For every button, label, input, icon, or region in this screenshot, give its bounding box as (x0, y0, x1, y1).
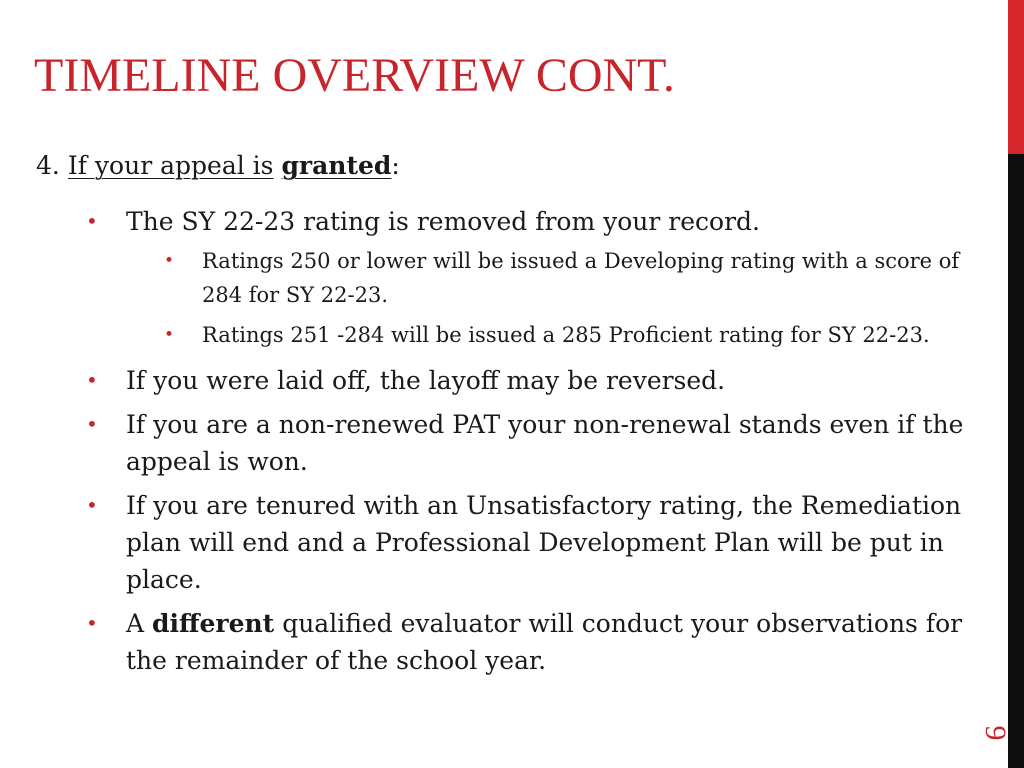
sub-bullet-item: • Ratings 250 or lower will be issued a Developing rating with a score of 284 for SY 22-23. (164, 244, 966, 312)
bullet-item (86, 203, 966, 352)
page-number: 9 (979, 725, 1012, 741)
bullet-list (86, 203, 966, 686)
sidebar-accent-red (1008, 0, 1024, 154)
point-number: 4. (36, 151, 60, 180)
bullet-suffix: qualified evaluator will conduct your observations for the remainder of the school year. (126, 609, 963, 675)
bullet-item: • If you were laid off, the layoff may be reversed. (86, 362, 966, 399)
sub-bullet-item: • Ratings 251 -284 will be issued a 285 Proficient rating for SY 22-23. (164, 318, 966, 352)
bullet-text: The SY 22-23 rating is removed from your record. (126, 207, 760, 236)
sidebar-accent-dark (1008, 154, 1024, 768)
bullet-item: • If you are tenured with an Unsatisfactory rating, the Remediation plan will end and a Professional Development Plan will be put in place. (86, 487, 966, 598)
point-heading (36, 148, 400, 184)
sub-bullet-list (126, 244, 966, 352)
point-suffix: : (391, 151, 400, 180)
slide-title: TIMELINE OVERVIEW CONT. (34, 49, 675, 102)
bullet-item (86, 605, 966, 679)
point-lead: If your appeal is (67, 151, 274, 180)
bullet-item: • If you are a non-renewed PAT your non-renewal stands even if the appeal is won. (86, 406, 966, 480)
bullet-prefix: A (126, 609, 145, 638)
bullet-emphasis: different (152, 609, 275, 638)
point-keyword: granted (281, 151, 392, 180)
